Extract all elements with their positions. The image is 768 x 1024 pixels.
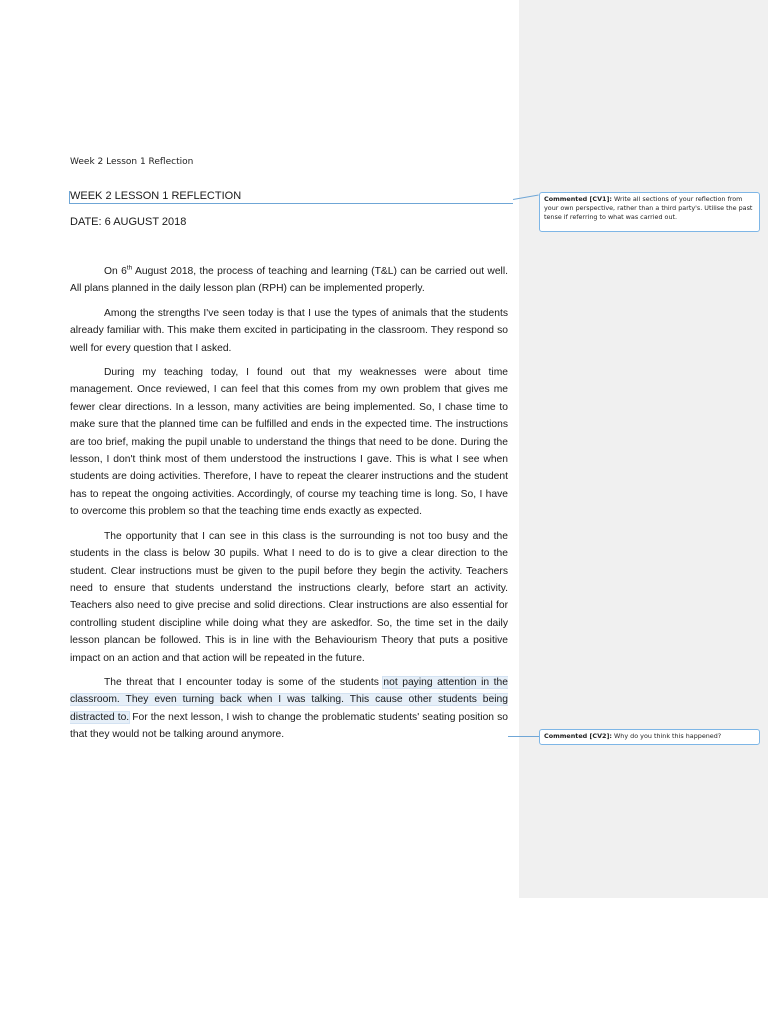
document-date: DATE: 6 AUGUST 2018 bbox=[70, 216, 187, 228]
paragraph-5 bbox=[70, 674, 508, 744]
comment-cv1-label: Commented [CV1]: bbox=[544, 195, 612, 203]
comment-margin-pane bbox=[519, 0, 768, 898]
paragraph-5-text-b: For the next lesson, I wish to change the problematic students' seating position so that they would not be talking around anymore. bbox=[70, 711, 508, 741]
paragraph-2: Among the strengths I've seen today is that I use the types of animals that the students already familiar with. This make them excited in participating in the classroom. They respond so well for every question that I asked. bbox=[70, 307, 508, 354]
comment-cv2-text: Why do you think this happened? bbox=[611, 732, 722, 740]
ordinal-suffix: th bbox=[126, 264, 133, 272]
paragraph-3: During my teaching today, I found out that my weaknesses were about time management. Once reviewed, I can feel that this comes from my own problem that gives me fewer clear directions. In a lesson, many activities are being implemented. So, I chase time to make sure that the planned time can be fulfilled and ends in the expected time. The instructions are too brief, making the pupil unable to understand the things that need to be done. During the lesson, I don't think most of them understood the instructions I gave. This is what I see when students are doing activities. Therefore, I have to repeat the clearer instructions and the student has to repeat the ongoing activities. Accordingly, of course my teaching time is long. So, I have to overcome this problem so that the teaching time ends exactly as expected. bbox=[70, 367, 508, 518]
commented-text-highlight[interactable]: not paying attention in the classroom. They even turning back when I was talking. This cause other students being distracted to. bbox=[70, 676, 508, 723]
paragraph-1-text-a: On 6 bbox=[104, 266, 127, 277]
paragraph-1-text-b: August 2018, the process of teaching and learning (T&L) can be carried out well. All plans planned in the daily lesson plan (RPH) can be implemented properly. bbox=[70, 266, 508, 295]
document-body bbox=[70, 263, 508, 751]
comment-cv2-label: Commented [CV2]: bbox=[544, 732, 612, 740]
comment-cv1-text: Write all sections of your reflection from your own perspective, rather than a third party's. Utilise the past tense if referring to what was carried out. bbox=[544, 195, 753, 222]
page-header: Week 2 Lesson 1 Reflection bbox=[70, 157, 194, 167]
paragraph-1 bbox=[70, 263, 508, 298]
paragraph-4: The opportunity that I can see in this class is the surrounding is not too busy and the students in the class is below 30 pupils. What I need to do is to give a clear direction to the student. Clear instructions must be given to the pupil before they begin the activity. Teachers need to ensure that students understand the instructions clearly, before start an activity. Teachers also need to give precise and solid directions. Clear instructions are also essential for controlling student discipline while doing what they are askedfor. So, the time set in the daily lesson plancan be followed. This is in line with the Behaviourism Theory that puts a positive impact on an action and that action will be repeated in the future. bbox=[70, 530, 508, 664]
comment-anchor-underline bbox=[69, 203, 513, 204]
paragraph-5-text-a: The threat that I encounter today is some of the students bbox=[104, 676, 384, 688]
comment-cv1[interactable] bbox=[539, 192, 760, 232]
comment-cv2[interactable] bbox=[539, 729, 760, 745]
comment-connector-2 bbox=[508, 736, 539, 737]
document-title: WEEK 2 LESSON 1 REFLECTION bbox=[70, 190, 242, 202]
